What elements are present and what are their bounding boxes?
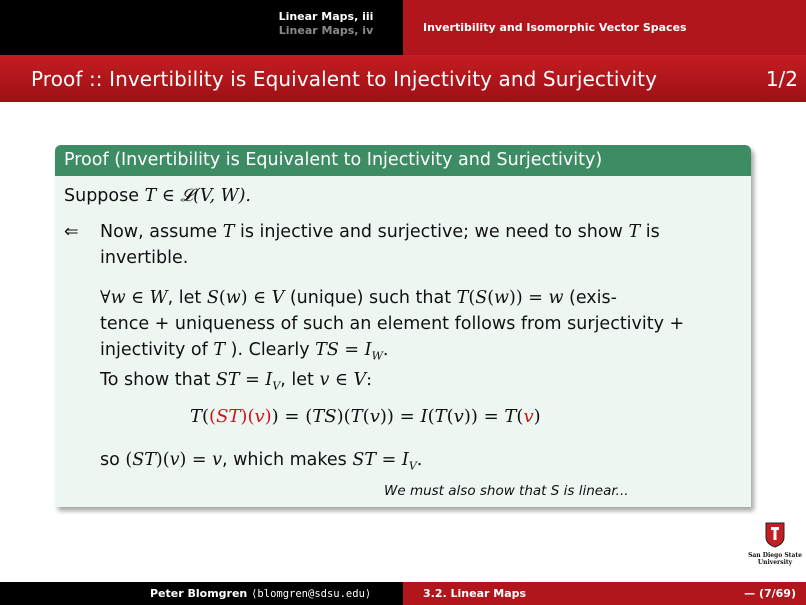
line1-part3: is [645,222,660,242]
logo-text-line1: San Diego State [748,552,802,559]
nav-section-current[interactable]: Linear Maps, iii [278,10,374,23]
proof-line-5: injectivity of T ). Clearly TS = $I_W$. [100,340,389,363]
footer [0,582,806,605]
university-logo [747,522,803,572]
nav-section-next[interactable]: Linear Maps, iv [278,24,374,37]
footer-author [150,587,371,600]
nav-sections [262,10,390,38]
proof-line-3: ∀w ∈ W, let S(w) ∈ V (unique) such that T(S(w)) = w (exis- [100,288,617,308]
proof-line-8: so (ST)(v) = v, which makes ST = $I_V$. [100,450,423,473]
proof-line-2: invertible. [100,248,189,268]
frame-title-bar [0,55,806,102]
line1-part2: is injective and surjective; we need to show [239,222,623,242]
suppose-line [64,186,251,206]
proof-line-6: To show that ST = $I_V$, let v ∈ V: [100,370,373,393]
line5-part2: ). Clearly [230,340,310,360]
footer-section-area [403,582,806,605]
left-arrow-icon: ⇐ [64,222,79,242]
footer-page-number: — (7/69) [744,587,796,600]
frame-page-number: 1/2 [765,67,798,91]
author-name: Peter Blomgren [150,587,248,600]
proof-block [55,145,751,507]
frame-title: Proof :: Invertibility is Equivalent to Injectivity and Surjectivity [31,67,658,91]
line8-part1: so [100,450,120,470]
line3-part3: (exis- [569,288,617,308]
proof-line-1: Now, assume T is injective and surjective; we need to show T is [100,222,660,242]
logo-text-line2: University [757,559,793,566]
line6-part2: , let [280,370,314,390]
line6-part1: To show that [100,370,211,390]
footer-author-area [0,582,403,605]
linearity-note: We must also show that S is linear... [384,483,629,499]
author-email: ⟨blomgren@sdsu.edu⟩ [251,588,372,600]
proof-line-4: tence + uniqueness of such an element follows from surjectivity + [100,314,685,334]
nav-subsection[interactable]: Invertibility and Isomorphic Vector Spaces [403,0,806,55]
line5-part1: injectivity of [100,340,208,360]
line1-part1: Now, assume [100,222,218,242]
proof-block-title: Proof (Invertibility is Equivalent to Injectivity and Surjectivity) [55,145,751,176]
line8-part2: , which makes [221,450,347,470]
line3-part2: (unique) such that [289,288,452,308]
display-equation: T((ST)(v)) = (TS)(T(v)) = I(T(v)) = T(v) [190,406,541,427]
suppose-text: Suppose [64,186,140,206]
suppose-math: T ∈ 𝓛(V, W). [144,186,251,206]
footer-section[interactable]: 3.2. Linear Maps [423,587,527,600]
line3-part1: , let [167,288,202,308]
shield-icon [765,522,785,548]
